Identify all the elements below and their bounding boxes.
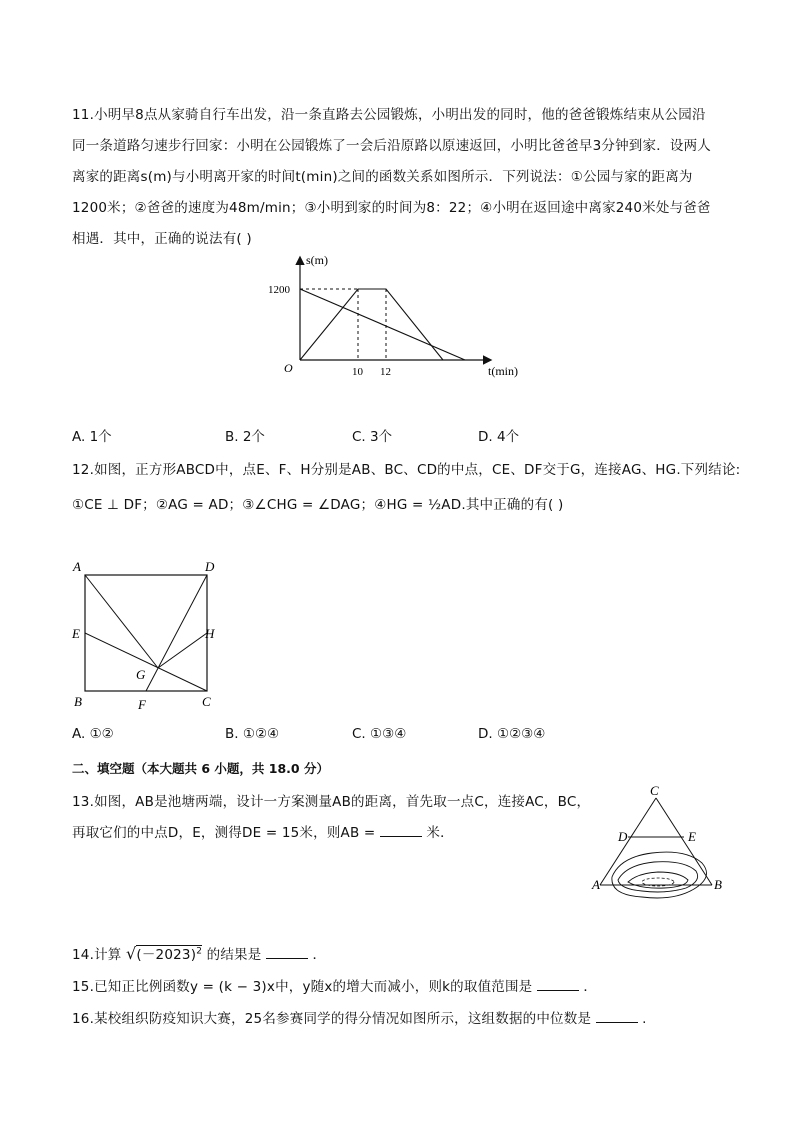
q11-option-d[interactable]: D. 4个 xyxy=(478,429,520,445)
q14-sqrt-sign: √ xyxy=(125,944,137,963)
q13-label-d: D xyxy=(618,829,628,844)
q16-answer-blank[interactable] xyxy=(596,1010,638,1023)
q13-label-a: A xyxy=(592,877,600,892)
q12-segment-df xyxy=(146,575,207,691)
q12-option-c[interactable]: C. ①③④ xyxy=(352,726,407,742)
q12-segment-hg xyxy=(158,633,207,668)
q13-line-1: 13.如图，AB是池塘两端，设计一方案测量AB的距离，首先取一点C，连接AC，BC， xyxy=(72,794,591,810)
q14-answer-blank[interactable] xyxy=(266,946,308,959)
q13-pond-figure xyxy=(590,785,730,900)
q11-line-1: 11.小明早8点从家骑自行车出发，沿一条直路去公园锻炼，小明出发的同时，他的爸爸锻炼结束从公园沿 xyxy=(72,107,706,123)
q14-suffix: 的结果是 xyxy=(206,947,262,963)
q11-graph xyxy=(260,250,530,390)
q13-line-2-suffix: 米． xyxy=(426,825,454,841)
q16-line xyxy=(72,1007,647,1027)
q13-line-2 xyxy=(72,821,454,841)
q11-x-label: t(min) xyxy=(488,364,518,378)
q12-segment-ce xyxy=(85,633,207,691)
q13-segment-ca xyxy=(600,798,656,885)
q11-father-line xyxy=(300,289,465,360)
q13-line-2-text: 再取它们的中点D，E，测得DE = 15米，则AB = xyxy=(72,825,376,841)
q16-end: . xyxy=(642,1011,647,1027)
q13-pond-outline-middle xyxy=(618,862,698,892)
q14-power: 2 xyxy=(196,946,203,957)
q11-origin-label: O xyxy=(284,361,293,375)
q11-option-b[interactable]: B. 2个 xyxy=(225,429,265,445)
q12-line-2: ①CE ⊥ DF；②AG = AD；③∠CHG = ∠DAG；④HG = ½AD.其中正确的有( ) xyxy=(72,497,564,513)
q12-label-f: F xyxy=(138,697,146,712)
q12-line-1: 12.如图，正方形ABCD中，点E、F、H分别是AB、BC、CD的中点，CE、DF交于G，连接AG、HG.下列结论: xyxy=(72,462,741,478)
q13-answer-blank[interactable] xyxy=(380,824,422,837)
q15-text: 15.已知正比例函数y = (k − 3)x中，y随x的增大而减小，则k的取值范围是 xyxy=(72,979,533,995)
q12-square xyxy=(85,575,207,691)
q11-line-2: 同一条道路匀速步行回家：小明在公园锻炼了一会后沿原路以原速返回，小明比爸爸早3分钟到家．设两人 xyxy=(72,138,711,154)
q12-option-b[interactable]: B. ①②④ xyxy=(225,726,280,742)
q11-xiaoming-line xyxy=(300,289,443,360)
q12-option-a[interactable]: A. ①② xyxy=(72,726,114,742)
q15-answer-blank[interactable] xyxy=(537,978,579,991)
q11-line-4: 1200米；②爸爸的速度为48m/min；③小明到家的时间为8：22；④小明在返回途中离家240米处与爸爸 xyxy=(72,200,711,216)
q14-line xyxy=(72,943,326,963)
section-2-heading: 二、填空题（本大题共 6 小题，共 18.0 分） xyxy=(72,761,329,776)
q12-label-b: B xyxy=(74,694,82,709)
q15-line xyxy=(72,975,597,995)
q15-end: ． xyxy=(583,979,598,995)
q13-label-b: B xyxy=(714,877,722,892)
q12-option-d[interactable]: D. ①②③④ xyxy=(478,726,546,742)
q11-1200-label: 1200 xyxy=(268,284,290,296)
q11-option-a[interactable]: A. 1个 xyxy=(72,429,112,445)
q12-label-c: C xyxy=(202,694,211,709)
q12-label-d: D xyxy=(205,559,215,574)
q13-label-e: E xyxy=(688,829,696,844)
q11-10-label: 10 xyxy=(352,366,363,378)
q14-expr: (－2023) xyxy=(136,947,197,963)
q12-label-a: A xyxy=(73,559,81,574)
q14-expression xyxy=(136,945,202,963)
q12-label-h: H xyxy=(205,626,215,641)
q14-end: ． xyxy=(312,947,327,963)
q11-line-5: 相遇．其中，正确的说法有( ) xyxy=(72,231,252,247)
q11-option-c[interactable]: C. 3个 xyxy=(352,429,393,445)
q12-square-figure xyxy=(60,555,230,715)
q11-12-label: 12 xyxy=(380,366,391,378)
q12-segment-ag xyxy=(85,575,158,668)
q14-prefix: 14.计算 xyxy=(72,947,122,963)
q13-label-c: C xyxy=(650,783,659,798)
q12-label-g: G xyxy=(136,667,146,682)
q16-text: 16.某校组织防疫知识大赛，25名参赛同学的得分情况如图所示，这组数据的中位数是 xyxy=(72,1011,592,1027)
q11-y-label: s(m) xyxy=(306,253,328,267)
q12-label-e: E xyxy=(72,626,80,641)
q13-pond-outline-outer xyxy=(612,852,707,898)
q11-line-3: 离家的距离s(m)与小明离开家的时间t(min)之间的函数关系如图所示．下列说法：①公园与家的距离为 xyxy=(72,169,693,185)
